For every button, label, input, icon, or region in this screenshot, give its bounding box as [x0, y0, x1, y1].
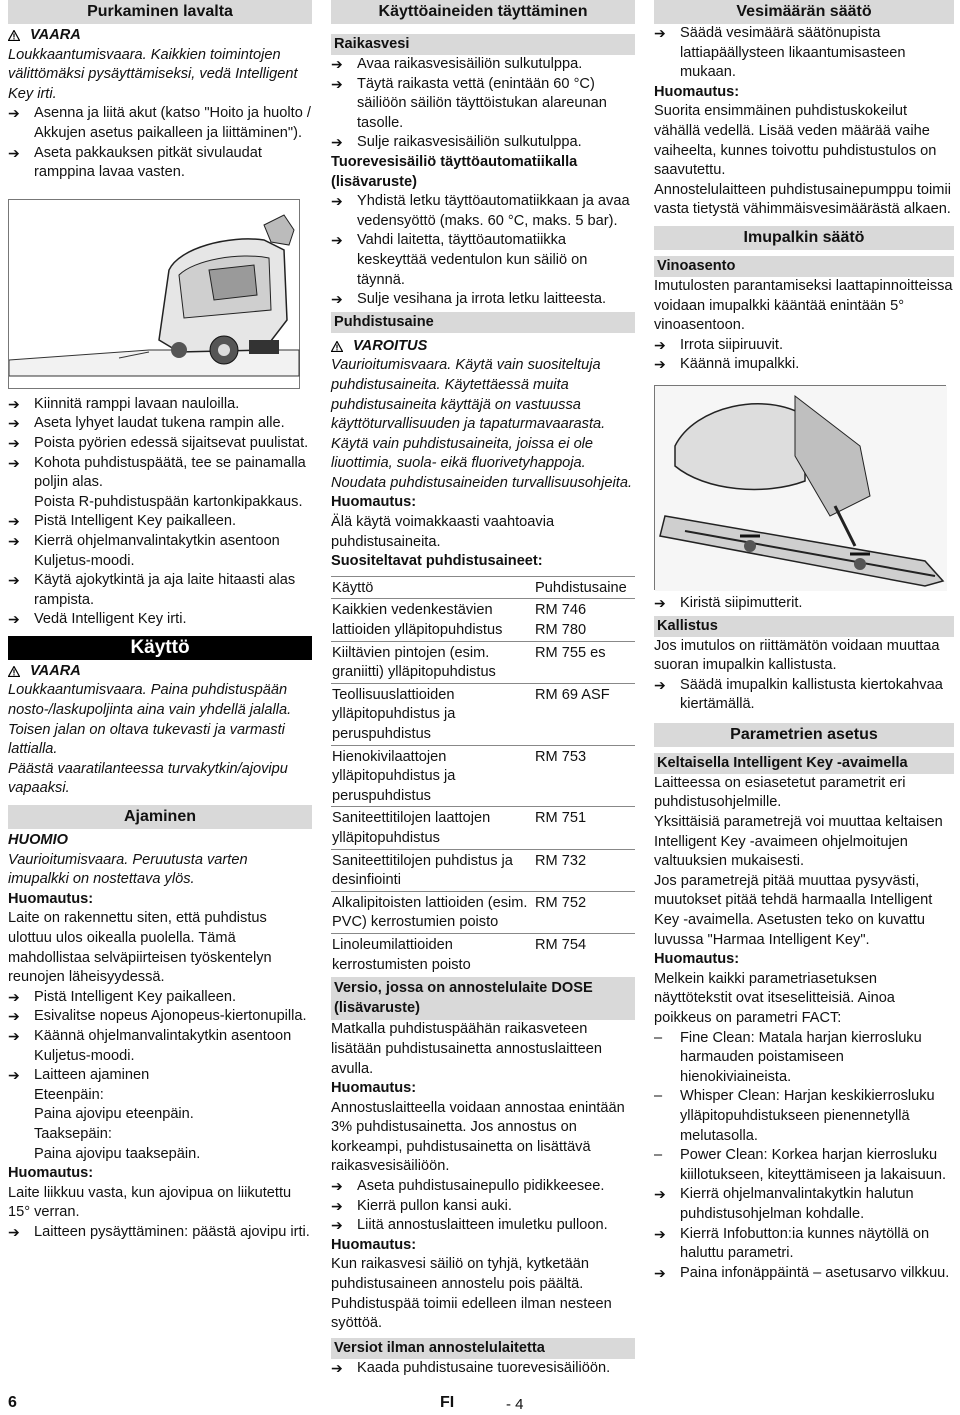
arrow-icon: ➔ [8, 105, 20, 122]
subheading-raikasvesi: Raikasvesi [331, 34, 635, 55]
auto-fill-title: Tuorevesisäiliö täyttöautomatiikalla (lisävaruste) [331, 153, 578, 190]
step-item: ➔ Aseta lyhyet laudat tukena rampin alle. [8, 414, 312, 434]
table-row: Saniteettitilojen puhdistus ja desinfiointi RM 732 [331, 849, 635, 891]
step-item: ➔ Aseta puhdistusainepullo pidikkeesee. [331, 1177, 635, 1197]
warning-triangle-icon [8, 666, 20, 677]
arrow-icon: ➔ [654, 336, 666, 353]
note-label: Huomautus: [331, 1236, 417, 1253]
step-item: ➔ Täytä raikasta vettä (enintään 60 °C) säiliöön säiliön täyttöistukan alareunan tasolle. [331, 75, 635, 134]
arrow-icon: ➔ [654, 1225, 666, 1242]
arrow-icon: ➔ [331, 1217, 343, 1234]
step-item: ➔ Säädä vesimäärä säätönupista lattiapäällysteen likaantumisasteen mukaan. [654, 24, 954, 83]
arrow-icon: ➔ [331, 232, 343, 249]
arrow-icon: ➔ [8, 1027, 20, 1044]
sub-page-number: - 4 [506, 1396, 524, 1413]
table-row: Alkalipitoisten lattioiden (esim. PVC) kerrostumien poisto RM 752 [331, 891, 635, 933]
step-item: ➔ Kohota puhdistuspäätä, tee se painamalla poljin alas. [8, 454, 312, 493]
step-item: ➔ Käytä ajokytkintä ja aja laite hitaasti alas rampista. [8, 571, 312, 610]
paragraph: Jos parametrejä pitää muuttaa pysyvästi, muutokset pitää tehdä harmaalla Intelligent Key -avaimella. Asetusten teko on kuvattu luvussa "Harmaa Intelligent Key". [654, 872, 933, 948]
danger-text: Loukkaantumisvaara. Paina puhdistuspään nosto-/laskupoljinta aina vain yhdellä jalalla. Toisen jalan on oltava tukevasti ja varmasti lattialla. [8, 682, 292, 758]
danger-text: Päästä vaaratilanteessa turvakytkin/ajovipu vapaaksi. [8, 760, 288, 797]
notice-text: Vaurioitumisvaara. Peruutusta varten imupalkki on nostettava ylös. [8, 851, 248, 888]
note-text: Annostuslaitteella voidaan annostaa enintään 3% puhdistusainetta. Jos annostus on korkeampi, puhdistusainetta on lisättävä raikasvesisäiliöön. [331, 1099, 625, 1175]
warning-triangle-icon [8, 30, 20, 41]
section-heading-ajaminen: Ajaminen [8, 805, 312, 829]
arrow-icon: ➔ [331, 193, 343, 210]
step-item: ➔ Laitteen pysäyttäminen: päästä ajovipu irti. [8, 1223, 312, 1243]
chapter-heading-kaytto: Käyttö [8, 636, 312, 660]
arrow-icon: ➔ [8, 434, 20, 451]
arrow-icon: ➔ [654, 25, 666, 41]
step-item: ➔ Sulje vesihana ja irrota letku laitteesta. [331, 290, 635, 310]
column-1: Purkaminen lavalta VAARA Loukkaantumisvaara. Kaikkien toimintojen välittömäksi pysäyttämiseksi, vedä Intelligent Key irti. ➔ Asenna ja liitä akut (katso "Hoito ja huolto / Akkujen asetus paikalleen ja liittäminen"). ➔ Aseta pakkauksen pitkät sivulaudat ramppina lavaa vasten. ➔ Kiinnitä ramppi lavaan nauloilla. ➔ Aseta lyhyet laudat tukena rampin alle. ➔ Poista pyörien edessä sijaitsevat puulistat. ➔ Kohota puhdistuspäätä, tee se painamalla poljin alas. Poista R-puhdistuspään kartonkipakkaus. ➔ Pistä Intelligent Key paikalleen. ➔ Kierrä ohjelmanvalintakytkin asentoon Kuljetus-moodi. ➔ Käytä ajokytkintä ja aja laite hitaasti alas rampista. ➔ Vedä Intelligent Key irti. Käyttö VAARA Loukkaantumisvaara. Paina puhdistuspään nosto-/laskupoljinta aina vain yhdellä jalalla. Toisen jalan on oltava tukevasti ja varmasti lattialla. Päästä vaaratilanteessa turvakytkin/ajovipu vapaaksi. Ajaminen HUOMIO Vaurioitumisvaara. Peruutusta varten imupalkki on nostettava ylös. Huomautus: Laite on rakennettu siten, että puhdistus ulottuu ulos oikealla puolella. Tämä mahdollistaa selväpiirteisen työskentelyn reunojen läheisyydessä. ➔ Pistä Intelligent Key paikalleen. ➔ Esivalitse nopeus Ajonopeus-kiertonupilla. ➔ Käännä ohjelmanvalintakytkin asentoon Kuljetus-moodi. ➔ Laitteen ajaminen Eteenpäin: Paina ajovipu eteenpäin. Taaksepäin: Paina ajovipu taaksepäin. Huomautus: Laite liikkuu vasta, kun ajovipua on liikutettu 15° verran. ➔ Laitteen pysäyttäminen: päästä ajovipu irti. [8, 0, 312, 1243]
arrow-icon: ➔ [8, 415, 20, 432]
step-item: ➔ Irrota siipiruuvit. [654, 336, 954, 356]
note-text: Kun raikasvesi säiliö on tyhjä, kytketään puhdistusaineen annostelu pois päältä. Puhdistuspää toimii edelleen ilman nesteen syöttöä. [331, 1256, 612, 1332]
notice-heading: HUOMIO [8, 832, 68, 849]
arrow-icon: ➔ [8, 1067, 20, 1084]
subheading-vinoasento: Vinoasento [654, 256, 954, 277]
danger-text: Loukkaantumisvaara. Kaikkien toimintojen välittömäksi pysäyttämiseksi, vedä Intelligent Key irti. [8, 46, 298, 102]
table-header-cell: Puhdistusaine [534, 576, 635, 599]
step-item: ➔ Pistä Intelligent Key paikalleen. [8, 988, 312, 1008]
arrow-icon: ➔ [331, 56, 343, 72]
arrow-icon: ➔ [8, 395, 20, 412]
arrow-icon: ➔ [331, 1178, 343, 1195]
step-item: ➔ Yhdistä letku täyttöautomatiikkaan ja avaa vedensyöttö (maks. 60 °C, maks. 5 bar). [331, 192, 635, 231]
note-text: Melkein kaikki parametriasetuksen näyttötekstit ovat itseselitteisiä. Ainoa poikkeus on parametri FACT: [654, 970, 895, 1026]
arrow-icon: ➔ [654, 356, 666, 373]
note-label: Huomautus: [654, 951, 740, 968]
note-label: Huomautus: [8, 890, 94, 907]
arrow-icon: ➔ [8, 532, 20, 549]
column-2 [331, 0, 635, 1378]
warning-text: Vaurioitumisvaara. Käytä vain suositeltuja puhdistusaineita. Käytettäessä muita puhdistusaineita käyttäjä on vastuussa käyttöturvallisuuden ja tapaturmavaarasta. [331, 357, 606, 433]
step-item: ➔ Kierrä ohjelmanvalintakytkin asentoon Kuljetus-moodi. [8, 532, 312, 571]
danger-heading: VAARA [8, 662, 312, 682]
page-number: 6 [8, 1394, 17, 1411]
table-row: Teollisuuslattioiden ylläpitopuhdistus ja peruspuhdistus RM 69 ASF [331, 683, 635, 745]
recommended-title: Suositeltavat puhdistusaineet: [331, 553, 543, 570]
table-row: Kiiltävien pintojen (esim. graniitti) ylläpitopuhdistus RM 755 es [331, 641, 635, 683]
step-item: ➔ Kierrä ohjelmanvalintakytkin halutun puhdistusohjelman kohdalle. [654, 1185, 954, 1224]
arrow-icon: ➔ [654, 1186, 666, 1203]
step-item: ➔ Sulje raikasvesisäiliön sulkutulppa. [331, 133, 635, 153]
arrow-icon: ➔ [8, 454, 20, 471]
step-item: ➔ Käännä imupalkki. [654, 355, 954, 375]
arrow-icon: ➔ [8, 988, 20, 1005]
paragraph: Yksittäisiä parametrejä voi muuttaa keltaisen Intelligent Key -avaimeen ohjelmoitujen valtuuksien mukaisesti. [654, 814, 943, 870]
step-item: ➔ Kiristä siipimutterit. [654, 594, 954, 614]
step-item: ➔ Vedä Intelligent Key irti. [8, 610, 312, 630]
paragraph: Imutulosten parantamiseksi laattapinnoitteissa voidaan imupalkki kääntää enintään 5° vinoasentoon. [654, 277, 953, 334]
table-header-row [331, 576, 635, 599]
note-label: Huomautus: [331, 1080, 417, 1097]
danger-heading: VAARA [8, 26, 312, 46]
step-item: ➔ Käännä ohjelmanvalintakytkin asentoon Kuljetus-moodi. [8, 1027, 312, 1066]
step-item: ➔ Kierrä Infobutton:ia kunnes näytöllä on haluttu parametri. [654, 1225, 954, 1264]
warning-triangle-icon [331, 341, 343, 352]
step-item: ➔ Pistä Intelligent Key paikalleen. [8, 512, 312, 532]
table-header-cell: Käyttö [331, 576, 534, 599]
step-item: ➔ Avaa raikasvesisäiliön sulkutulppa. [331, 55, 635, 75]
subheading-puhdistusaine: Puhdistusaine [331, 312, 635, 333]
note-text: Älä käytä voimakkaasti vaahtoavia puhdistusaineita. [331, 514, 555, 550]
arrow-icon: ➔ [8, 513, 20, 530]
table-row: Saniteettitilojen laattojen ylläpitopuhdistus RM 751 [331, 807, 635, 849]
note-label: Huomautus: [331, 494, 417, 511]
section-heading-tayttaminen: Käyttöaineiden täyttäminen [331, 0, 635, 24]
warning-heading: VAROITUS [331, 337, 635, 357]
step-item: ➔ Laitteen ajaminen [8, 1066, 312, 1086]
arrow-icon: ➔ [331, 291, 343, 308]
arrow-icon: ➔ [331, 134, 343, 151]
arrow-icon: ➔ [331, 1359, 343, 1376]
note-label: Huomautus: [8, 1165, 94, 1182]
step-item: ➔ Kierrä pullon kansi auki. [331, 1197, 635, 1217]
note-text: Annostelulaitteen puhdistusainepumppu toimii vasta tietystä vähimmäisvesimäärästä alkaen. [654, 181, 951, 218]
arrow-icon: ➔ [8, 572, 20, 589]
note-text: Suorita ensimmäinen puhdistuskokeilut vähällä vedellä. Lisää veden määrää vaihe vaiheelta, kunnes toivottu puhdistustulos on saavutettu. [654, 103, 937, 179]
paragraph: Laitteessa on esiasetetut parametrit eri puhdistusohjelmille. [654, 774, 906, 811]
machine-on-ramp-illustration [8, 199, 300, 389]
table-row: Linoleumilattioiden kerrostumisten poisto RM 754 [331, 933, 635, 975]
table-row: Kaikkien vedenkestävien lattioiden ylläpitopuhdistus RM 746 RM 780 [331, 599, 635, 641]
section-heading-purkaminen: Purkaminen lavalta [8, 0, 312, 24]
step-item: ➔ Säädä imupalkin kallistusta kiertokahvaa kiertämällä. [654, 676, 954, 715]
list-item: – Power Clean: Korkea harjan kierrosluku kiillotukseen, kiteyttämiseen ja lakaisuun. [654, 1147, 947, 1183]
arrow-icon: ➔ [8, 611, 20, 628]
step-item: ➔ Poista pyörien edessä sijaitsevat puulistat. [8, 434, 312, 454]
step-item: ➔ Liitä annostuslaitteen imuletku pulloon. [331, 1216, 635, 1236]
subheading-kallistus: Kallistus [654, 616, 954, 637]
list-item: – Fine Clean: Matala harjan kierrosluku harmauden poistamiseen hienokiviaineista. [654, 1029, 922, 1085]
step-item: ➔ Esivalitse nopeus Ajonopeus-kiertonupilla. [8, 1007, 312, 1027]
table-row: Hienokivilaattojen ylläpitopuhdistus ja peruspuhdistus RM 753 [331, 745, 635, 807]
language-code: FI [440, 1394, 455, 1411]
arrow-icon: ➔ [8, 144, 20, 161]
subheading-versiot: Versiot ilman annostelulaitetta [331, 1338, 635, 1359]
arrow-icon: ➔ [331, 1197, 343, 1214]
subheading-dose: Versio, jossa on annostelulaite DOSE (lisävaruste) [331, 977, 635, 1020]
note-label: Huomautus: [654, 83, 740, 100]
detergent-table [331, 576, 635, 975]
step-item: ➔ Kaada puhdistusaine tuorevesisäiliöön. [331, 1359, 635, 1379]
section-heading-parametrien: Parametrien asetus [654, 723, 954, 747]
step-item: ➔ Kiinnitä ramppi lavaan nauloilla. [8, 395, 312, 415]
column-3 [654, 0, 954, 1283]
paragraph: Jos imutulos on riittämätön voidaan muuttaa suoran imupalkin kallistusta. [654, 637, 940, 674]
warning-text: Käytä vain puhdistusaineita, joissa ei ole liuottimia, suola- eikä fluorivetyhappoja. [331, 435, 594, 472]
dose-text: Matkalla puhdistuspäähän raikasveteen lisätään puhdistusainetta annostuslaitteen avulla. [331, 1021, 602, 1077]
section-heading-vesimaara: Vesimäärän säätö [654, 0, 954, 24]
step-item: ➔ Asenna ja liitä akut (katso "Hoito ja huolto / Akkujen asetus paikalleen ja liittäminen"). [8, 104, 312, 143]
note-text: Laite liikkuu vasta, kun ajovipua on liikutettu 15° verran. [8, 1184, 292, 1221]
arrow-icon: ➔ [654, 1264, 666, 1281]
arrow-icon: ➔ [8, 1008, 20, 1025]
step-note: Poista R-puhdistuspään kartonkipakkaus. [34, 493, 303, 510]
step-item: ➔ Vahdi laitetta, täyttöautomatiikka keskeyttää vedentulon kun säiliö on täynnä. [331, 231, 635, 290]
step-item: ➔ Paina infonäppäintä – asetusarvo vilkkuu. [654, 1264, 954, 1284]
arrow-icon: ➔ [654, 676, 666, 693]
arrow-icon: ➔ [8, 1223, 20, 1240]
step-item: ➔ Aseta pakkauksen pitkät sivulaudat ramppina lavaa vasten. [8, 144, 312, 183]
warning-text: Noudata puhdistusaineiden turvallisuusohjeita. [331, 474, 632, 491]
arrow-icon: ➔ [331, 75, 343, 92]
list-item: – Whisper Clean: Harjan keskikierrosluku ylläpitopuhdistukseen pienennetyllä melutasolla. [654, 1088, 935, 1144]
squeegee-illustration [654, 385, 946, 590]
note-text: Laite on rakennettu siten, että puhdistus ulottuu ulos oikealla puolella. Tämä mahdollistaa selväpiirteisen työskentelyn reunojen läheisyydessä. [8, 910, 272, 986]
subheading-keltainen: Keltaisella Intelligent Key -avaimella [654, 753, 954, 774]
arrow-icon: ➔ [654, 594, 666, 611]
section-heading-imupalkki: Imupalkin säätö [654, 226, 954, 250]
